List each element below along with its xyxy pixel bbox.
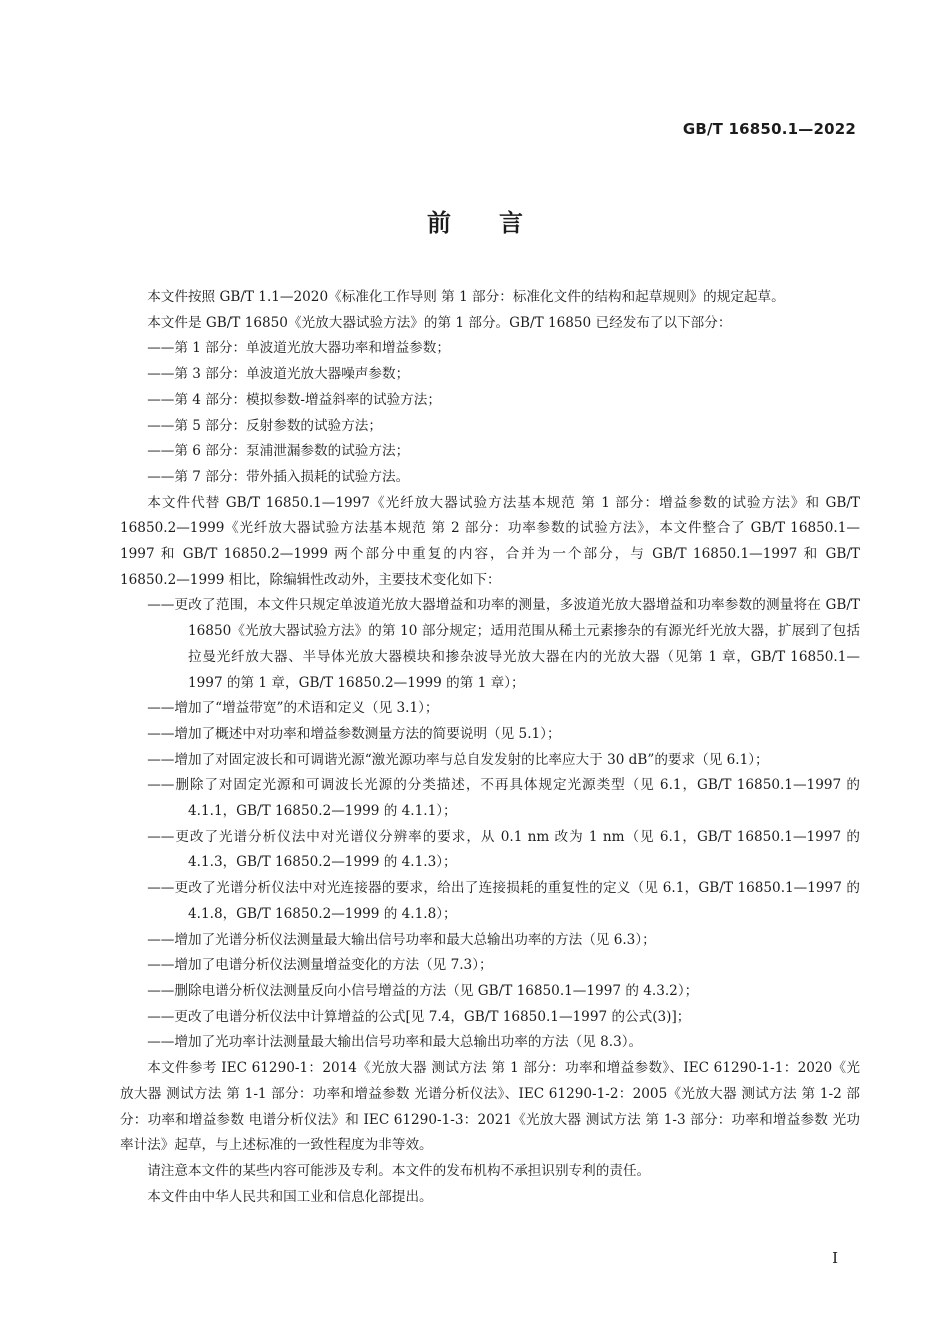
- page-title: 前言: [427, 209, 571, 237]
- changes-list: [120, 593, 860, 1056]
- parts-list: [120, 336, 860, 490]
- list-item: ——增加了对固定波长和可调谐光源“激光源功率与总自发发射的比率应大于 30 dB”的要求（见 6.1）；: [147, 751, 769, 768]
- list-item: ——第 4 部分：模拟参数-增益斜率的试验方法；: [147, 391, 441, 408]
- paragraph-proposer: 本文件由中华人民共和国工业和信息化部提出。: [147, 1188, 433, 1205]
- page-number: I: [832, 1249, 838, 1267]
- list-item: ——第 5 部分：反射参数的试验方法；: [147, 417, 382, 434]
- document-body: [120, 285, 860, 1210]
- list-item: ——第 7 部分：带外插入损耗的试验方法。: [147, 468, 410, 485]
- paragraph-series-intro: 本文件是 GB/T 16850《光放大器试验方法》的第 1 部分。GB/T 16850 已经发布了以下部分：: [147, 314, 732, 331]
- paragraph-drafting-rules: 本文件按照 GB/T 1.1—2020《标准化工作导则 第 1 部分：标准化文件的结构和起草规则》的规定起草。: [147, 289, 785, 305]
- list-item: ——增加了电谱分析仪法测量增益变化的方法（见 7.3）；: [147, 957, 493, 974]
- list-item: ——增加了“增益带宽”的术语和定义（见 3.1）；: [147, 700, 439, 717]
- standard-number: GB/T 16850.1—2022: [682, 120, 856, 138]
- list-item: ——更改了光谱分析仪法中对光连接器的要求，给出了连接损耗的重复性的定义（见 6.1，GB/T 16850.1—1997 的 4.1.8，GB/T 16850.2—1999 的 4.1.8）；: [147, 880, 860, 922]
- list-item: ——第 6 部分：泵浦泄漏参数的试验方法；: [147, 443, 410, 460]
- list-item: ——增加了概述中对功率和增益参数测量方法的简要说明（见 5.1）；: [147, 725, 561, 742]
- list-item: ——增加了光谱分析仪法测量最大输出信号功率和最大总输出功率的方法（见 6.3）；: [147, 931, 656, 948]
- paragraph-patent-notice: 请注意本文件的某些内容可能涉及专利。本文件的发布机构不承担识别专利的责任。: [147, 1162, 651, 1179]
- list-item: ——更改了电谱分析仪法中计算增益的公式[见 7.4，GB/T 16850.1—1997 的公式(3)]；: [147, 1008, 691, 1025]
- list-item: ——更改了光谱分析仪法中对光谱仪分辨率的要求，从 0.1 nm 改为 1 nm（见 6.1，GB/T 16850.1—1997 的 4.1.3，GB/T 16850.2—1999 的 4.1.3）；: [147, 828, 860, 871]
- list-item: ——更改了范围，本文件只规定单波道光放大器增益和功率的测量，多波道光放大器增益和功率参数的测量将在 GB/T 16850《光放大器试验方法》的第 10 部分规定；适用范围从稀土元素掺杂的有源光纤光放大器，扩展到了包括拉曼光纤放大器、半导体光放大器模块和掺杂波导光放大器在内的光放大器（见第 1 章，GB/T 16850.1—1997 的第 1 章，GB/T 16850.2—1999 的第 1 章）；: [147, 597, 860, 691]
- list-item: ——增加了光功率计法测量最大输出信号功率和最大总输出功率的方法（见 8.3）。: [147, 1034, 643, 1051]
- paragraph-replacement: 本文件代替 GB/T 16850.1—1997《光纤放大器试验方法基本规范 第 1 部分：增益参数的试验方法》和 GB/T 16850.2—1999《光纤放大器试验方法基本规范 第 2 部分：功率参数的试验方法》，本文件整合了 GB/T 16850.1—1997 和 GB/T 16850.2—1999 两个部分中重复的内容，合并为一个部分，与 GB/T 16850.1—1997 和 GB/T 16850.2—1999 相比，除编辑性改动外，主要技术变化如下：: [120, 494, 860, 588]
- list-item: ——第 1 部分：单波道光放大器功率和增益参数；: [147, 340, 450, 357]
- list-item: ——第 3 部分：单波道光放大器噪声参数；: [147, 366, 410, 383]
- paragraph-reference-iec: 本文件参考 IEC 61290-1：2014《光放大器 测试方法 第 1 部分：功率和增益参数》、IEC 61290-1-1：2020《光放大器 测试方法 第 1-1 部分：功率和增益参数 光谱分析仪法》、IEC 61290-1-2：2005《光放大器 测试方法 第 1-2 部分：功率和增益参数 电谱分析仪法》和 IEC 61290-1-3：2021《光放大器 测试方法 第 1-3 部分：功率和增益参数 光功率计法》起草，与上述标准的一致性程度为非等效。: [120, 1060, 860, 1154]
- list-item: ——删除电谱分析仪法测量反向小信号增益的方法（见 GB/T 16850.1—1997 的 4.3.2）；: [147, 982, 699, 999]
- list-item: ——删除了对固定光源和可调波长光源的分类描述，不再具体规定光源类型（见 6.1，GB/T 16850.1—1997 的 4.1.1，GB/T 16850.2—1999 的 4.1.1）；: [147, 777, 860, 820]
